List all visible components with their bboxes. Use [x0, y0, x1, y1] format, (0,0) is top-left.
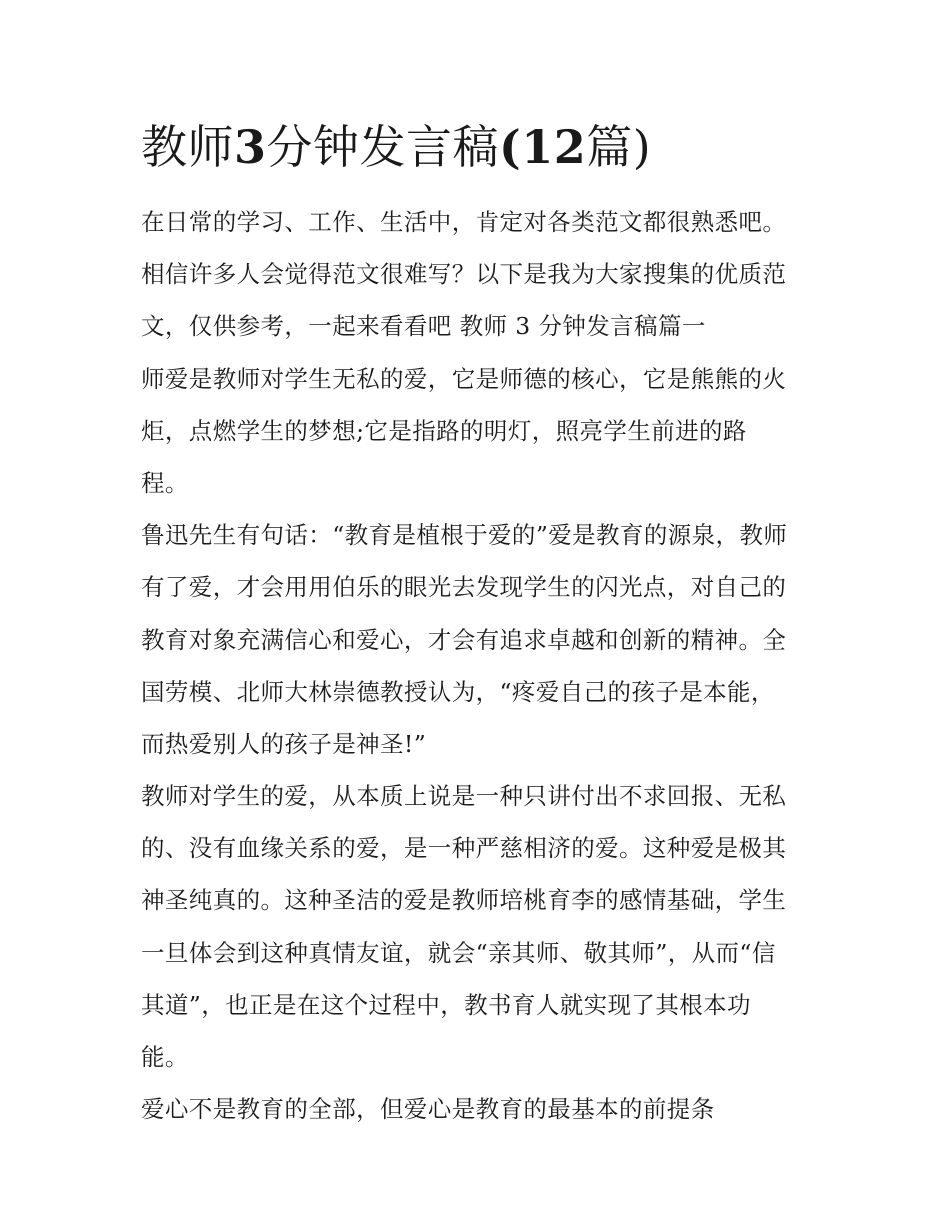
- body-line-11: 而热爱别人的孩子是神圣!”: [141, 729, 427, 758]
- title-part-5: 篇): [586, 120, 652, 174]
- title-part-4: (12: [499, 120, 587, 174]
- document-page: [141, 112, 821, 1135]
- body-line-1: 在日常的学习、工作、生活中，肯定对各类范文都很熟悉吧。: [141, 208, 787, 236]
- body-line-9: 教育对象充满信心和爱心，才会有追求卓越和创新的精神。全: [141, 625, 787, 654]
- body-line-12: 教师对学生的爱，从本质上说是一种只讲付出不求回报、无私: [141, 782, 787, 811]
- body-line-4: 师爱是教师对学生无私的爱，它是师德的核心，它是熊熊的火: [141, 364, 787, 393]
- body-line-2: 相信许多人会觉得范文很难写？以下是我为大家搜集的优质范: [141, 260, 787, 289]
- body-line-3: 文，仅供参考，一起来看看吧 教师 3 分钟发言稿篇一: [141, 312, 706, 341]
- body-line-13: 的、没有血缘关系的爱，是一种严慈相济的爱。这种爱是极其: [141, 834, 787, 863]
- body-line-6: 程。: [141, 468, 189, 497]
- body-line-16: 其道”，也正是在这个过程中，教书育人就实现了其根本功: [141, 990, 751, 1019]
- body-line-7: 鲁迅先生有句话：“教育是植根于爱的”爱是教育的源泉，教师: [141, 521, 788, 550]
- document-title: [141, 112, 821, 182]
- body-line-5: 炬，点燃学生的梦想;它是指路的明灯，照亮学生前进的路: [141, 416, 747, 445]
- title-part-3: 分钟发言稿: [266, 120, 500, 174]
- body-line-17: 能。: [141, 1043, 189, 1071]
- title-part-2: 3: [234, 120, 267, 174]
- body-line-18: 爱心不是教育的全部，但爱心是教育的最基本的前提条: [141, 1095, 715, 1124]
- body-line-8: 有了爱，才会用用伯乐的眼光去发现学生的闪光点，对自己的: [141, 573, 787, 602]
- title-part-1: 教师: [141, 120, 234, 174]
- body-line-10: 国劳模、北师大林崇德教授认为，“疼爱自己的孩子是本能，: [141, 677, 775, 706]
- body-line-14: 神圣纯真的。这种圣洁的爱是教师培桃育李的感情基础，学生: [141, 886, 787, 915]
- body-line-15: 一旦体会到这种真情友谊，就会“亲其师、敬其师”，从而“信: [141, 938, 776, 967]
